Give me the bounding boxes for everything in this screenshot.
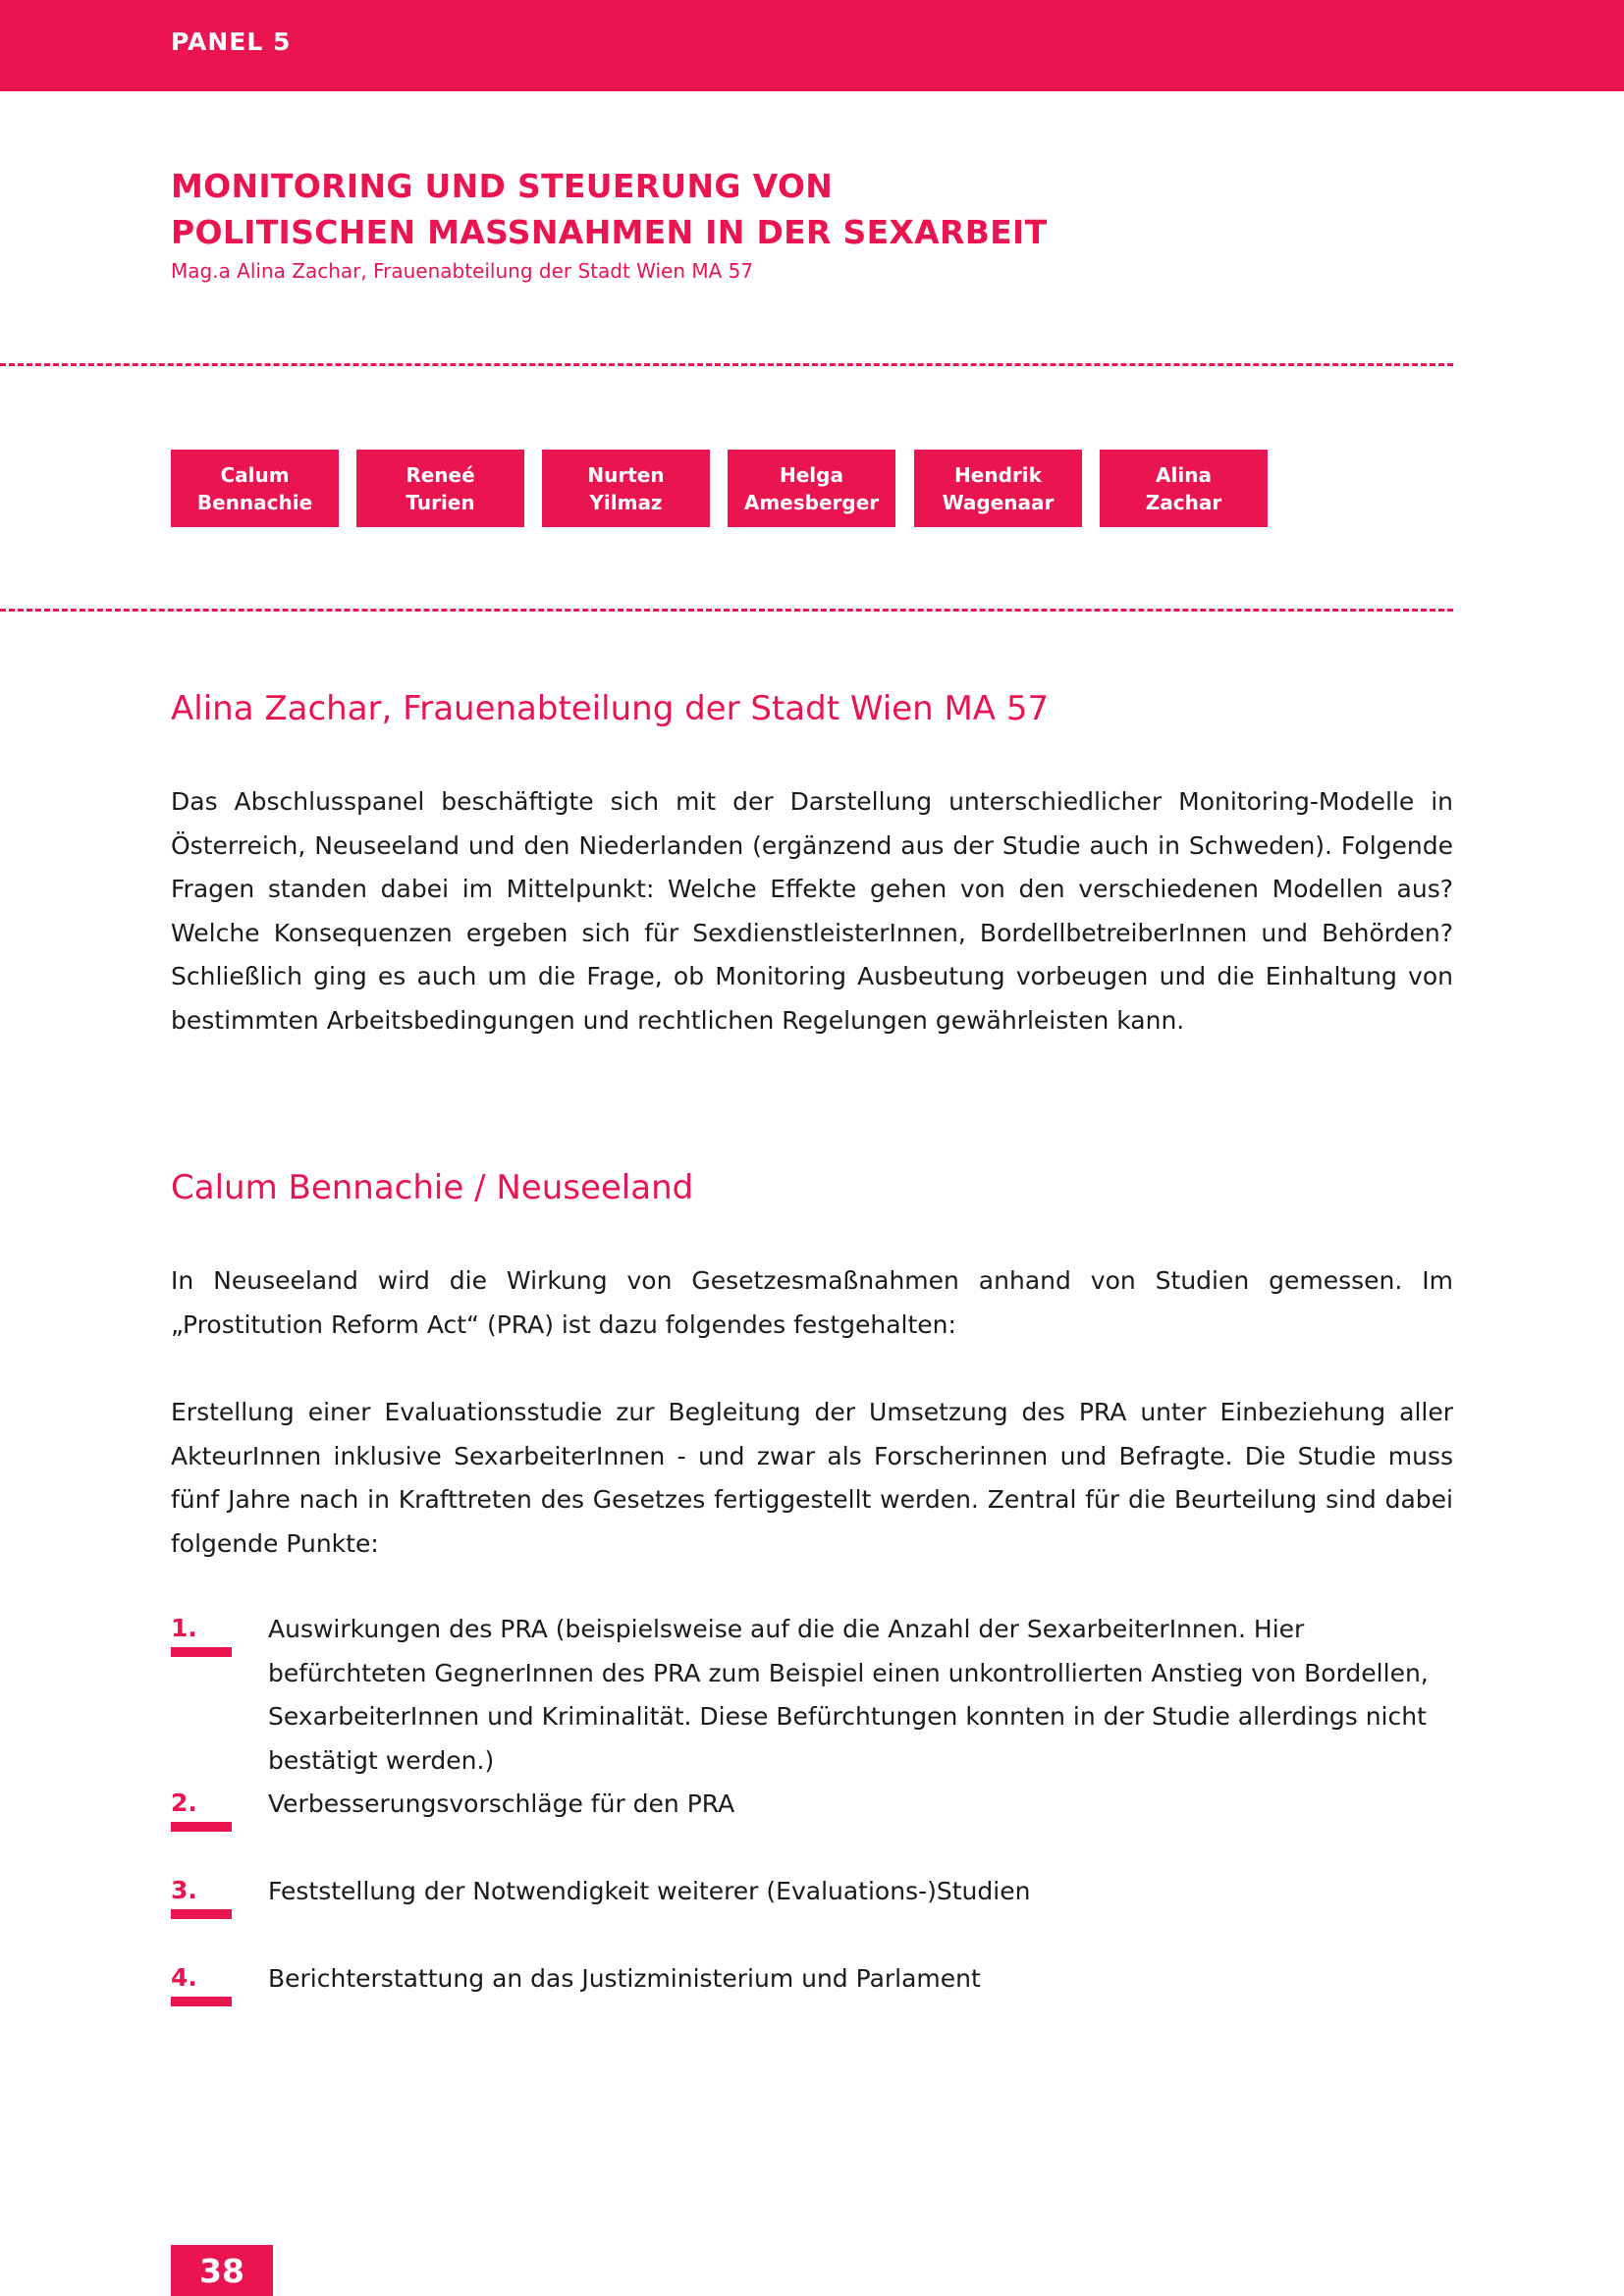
speaker-tag-zachar[interactable] [1100, 450, 1268, 527]
speaker-first-name: Reneé [406, 462, 475, 487]
speaker-tag-wagenaar[interactable] [914, 450, 1082, 527]
speaker-tag-amesberger[interactable] [728, 450, 895, 527]
speaker-first-name: Hendrik [954, 462, 1042, 487]
section-heading-zachar: Alina Zachar, Frauenabteilung der Stadt Wien MA 57 [171, 689, 1050, 728]
speaker-first-name: Helga [780, 462, 843, 487]
speaker-first-name: Calum [220, 462, 290, 487]
page-title [171, 163, 1047, 255]
list-item-3 [171, 1870, 1453, 1914]
list-number: 4. [171, 1963, 232, 2006]
page-number: 38 [171, 2245, 273, 2296]
list-number: 2. [171, 1789, 232, 1832]
speaker-last-name: Wagenaar [942, 490, 1055, 514]
list-item-2 [171, 1783, 1453, 1827]
speaker-first-name: Alina [1156, 462, 1212, 487]
speaker-last-name: Amesberger [743, 490, 880, 514]
speaker-tag-turien[interactable] [356, 450, 524, 527]
list-number: 1. [171, 1614, 232, 1657]
header-bar [0, 0, 1624, 91]
speaker-last-name: Yilmaz [589, 490, 663, 514]
speaker-tag-yilmaz[interactable] [542, 450, 710, 527]
list-item-4 [171, 1957, 1453, 2002]
list-item-text: Feststellung der Notwendigkeit weiterer (Evaluations-)Studien [268, 1877, 1031, 1905]
list-item-1 [171, 1608, 1453, 1783]
section-heading-bennachie: Calum Bennachie / Neuseeland [171, 1168, 694, 1207]
author-line: Mag.a Alina Zachar, Frauenabteilung der Stadt Wien MA 57 [171, 259, 754, 283]
dashed-divider-top [0, 363, 1453, 366]
speaker-tag-bennachie[interactable] [171, 450, 339, 527]
speaker-first-name: Nurten [587, 462, 665, 487]
nz-paragraph-2: Erstellung einer Evaluationsstudie zur Begleitung der Umsetzung des PRA unter Einbeziehung aller AkteurInnen inklusive SexarbeiterInnen - und zwar als Forscherinnen und Befragte. Die Studie muss fünf Jahre nach in Krafttreten des Gesetzes fertiggestellt werden. Zentral für die Beurteilung sind dabei folgende Punkte: [171, 1398, 1453, 1558]
page-title-line-2: POLITISCHEN MASSNAHMEN IN DER SEXARBEIT [171, 213, 1048, 251]
speaker-last-name: Zachar [1145, 490, 1222, 514]
nz-paragraph-1: In Neuseeland wird die Wirkung von Gesetzesmaßnahmen anhand von Studien gemessen. Im „Prostitution Reform Act“ (PRA) ist dazu folgendes festgehalten: [171, 1266, 1453, 1339]
list-item-text: Auswirkungen des PRA (beispielsweise auf die die Anzahl der SexarbeiterInnen. Hier befürchteten GegnerInnen des PRA zum Beispiel einen unkontrollierten Anstieg von Bordellen, SexarbeiterInnen und Kriminalität. Diese Befürchtungen konnten in der Studie allerdings nicht bestätigt werden.) [268, 1615, 1429, 1775]
speaker-last-name: Bennachie [196, 490, 313, 514]
page-title-line-1: MONITORING UND STEUERUNG VON [171, 167, 834, 205]
intro-paragraph: Das Abschlusspanel beschäftigte sich mit der Darstellung unterschiedlicher Monitoring-Modelle in Österreich, Neuseeland und den Niederlanden (ergänzend aus der Studie auch in Schweden). Folgende Fragen standen dabei im Mittelpunkt: Welche Effekte gehen von den verschiedenen Modellen aus? Welche Konsequenzen ergeben sich für SexdienstleisterInnen, BordellbetreiberInnen und Behörden? Schließlich ging es auch um die Frage, ob Monitoring Ausbeutung vorbeugen und die Einhaltung von bestimmten Arbeitsbedingungen und rechtlichen Regelungen gewährleisten kann. [171, 787, 1453, 1035]
panel-label: PANEL 5 [171, 27, 292, 56]
list-number: 3. [171, 1876, 232, 1919]
list-item-text: Berichterstattung an das Justizministerium und Parlament [268, 1964, 981, 1993]
list-item-text: Verbesserungsvorschläge für den PRA [268, 1789, 735, 1818]
dashed-divider-bottom [0, 609, 1453, 612]
speaker-last-name: Turien [406, 490, 475, 514]
